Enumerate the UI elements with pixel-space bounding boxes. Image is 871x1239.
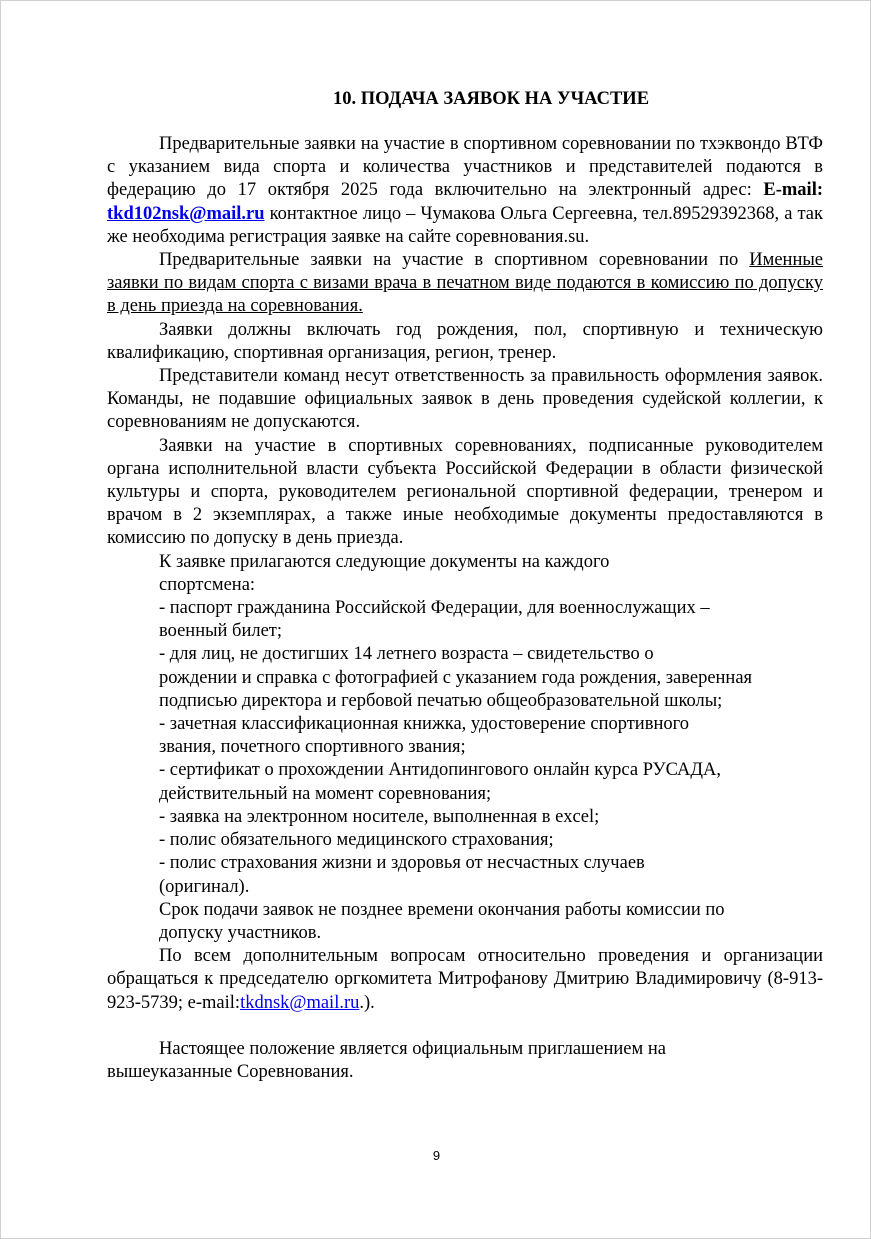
spacer: [107, 1015, 823, 1038]
closing-line: вышеуказанные Соревнования.: [107, 1061, 354, 1082]
list-item: действительный на момент соревнования;: [159, 783, 492, 804]
paragraph-application-contents: Заявки должны включать год рождения, пол, спортивную и техническую квалификацию, спортивная организация, регион, тренер.: [107, 319, 823, 363]
p2-first: Предварительные заявки на участие в спортивном соревновании по: [159, 250, 739, 271]
list-item: звания, почетного спортивного звания;: [159, 737, 466, 758]
list-item: (оригинал).: [159, 876, 250, 897]
list-item: Срок подачи заявок не позднее времени окончания работы комиссии по: [159, 899, 725, 920]
list-item: подписью директора и гербовой печатью общеобразовательной школы;: [159, 690, 723, 711]
p6-text-before: По всем дополнительным вопросам относительно проведения и организации обращаться к председателю оргкомитета Митрофанову Дмитрию Владимировичу (8-913-923-5739; e-mail:: [107, 946, 823, 1013]
closing-statement: [107, 1038, 823, 1061]
page-number: 9: [432, 1148, 441, 1163]
paragraph-responsibility: Представители команд несут ответственность за правильность оформления заявок. Команды, не подавшие официальных заявок в день проведения судейской коллегии, к соревнованиям не допускаются.: [107, 366, 823, 433]
p1-text-after: контактное лицо – Чумакова Ольга Сергеевна, тел.89529392368, а так же необходима регистрация заявке на сайте соревнования.su.: [107, 203, 823, 247]
list-item: - сертификат о прохождении Антидопингового онлайн курса РУСАДА,: [159, 760, 722, 781]
list-item: военный билет;: [159, 621, 283, 642]
p1-text-before: Предварительные заявки на участие в спортивном соревновании по тхэквондо ВТФ с указанием вида спорта и количества участников и представителей подаются в федерацию до 17 октября 2025 года включительно на электронный адрес:: [107, 134, 823, 201]
list-item: допуску участников.: [159, 922, 322, 943]
documents-list: [107, 551, 823, 945]
p6-text-after: .).: [359, 992, 375, 1013]
paragraph-signed-applications: Заявки на участие в спортивных соревнованиях, подписанные руководителем органа исполнительной власти субъекта Российской Федерации в области физической культуры и спорта, руководителем региональной спортивной федерации, тренером и врачом в 2 экземплярах, а также иные необходимые документы предоставляются в комиссию по допуску в день приезда.: [107, 435, 823, 549]
list-item: К заявке прилагаются следующие документы на каждого: [159, 551, 610, 572]
list-item: рождении и справка с фотографией с указанием года рождения, заверенная: [159, 667, 753, 688]
list-item: - паспорт гражданина Российской Федерации, для военнослужащих –: [159, 598, 710, 619]
list-item: - заявка на электронном носителе, выполненная в excel;: [159, 806, 600, 827]
paragraph-preliminary-applications: [107, 133, 823, 249]
list-item: - зачетная классификационная книжка, удостоверение спортивного: [159, 714, 689, 735]
document-content: [107, 85, 823, 1084]
list-item: спортсмена:: [159, 574, 256, 595]
list-item: - для лиц, не достигших 14 летнего возраста – свидетельство о: [159, 644, 654, 665]
email-link-federation[interactable]: tkd102nsk@mail.ru: [107, 203, 265, 224]
paragraph-named-applications: [107, 249, 823, 319]
section-title: 10. ПОДАЧА ЗАЯВОК НА УЧАСТИЕ: [332, 89, 650, 109]
list-item: - полис страхования жизни и здоровья от несчастных случаев: [159, 853, 645, 874]
p2-underlined: Именные заявки по видам спорта с визами врача в печатном виде подаются в комиссию по допуску в день приезда на соревнования.: [107, 250, 824, 317]
email-link-organizer[interactable]: tkdnsk@mail.ru: [240, 992, 360, 1013]
email-label: E-mail:: [763, 180, 823, 201]
list-item: - полис обязательного медицинского страхования;: [159, 830, 554, 851]
paragraph-additional-questions: [107, 945, 823, 1015]
closing-line: Настоящее положение является официальным приглашением на: [159, 1038, 666, 1059]
